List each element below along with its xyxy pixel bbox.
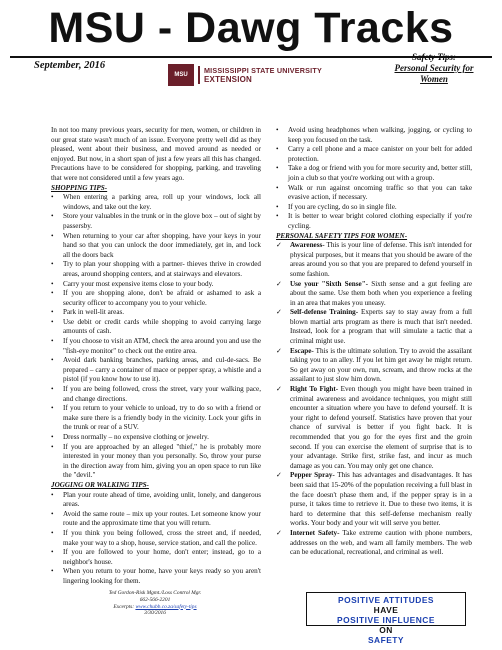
list-item: • When returning to your car after shopping, have your keys in your hand so that you can unlock the door immediately, get in, and lock all the doors back (51, 232, 261, 261)
list-item: • Avoid the same route – mix up your routes. Let someone know your route and the approximate time that you will return. (51, 510, 261, 529)
list-item: • Try to plan your shopping with a partner- thieves thrive in crowded areas, around shopping centers, and at stairways and elevators. (51, 260, 261, 279)
list-item: • When entering a parking area, roll up your windows, lock all windows, and take out the key. (51, 193, 261, 212)
jogging-tips-continued-list (276, 126, 472, 232)
msu-seal-icon: MSU (168, 64, 194, 86)
list-item: • Carry your most expensive items close to your body. (51, 280, 261, 290)
excerpts-line: Excerpts: www.chubb.co.za/safety-tips (113, 603, 197, 610)
jogging-tips-list (51, 491, 261, 587)
checklist-item: ✓ Use your "Sixth Sense"- Sixth sense and a gut feeling are about the same. Use them both when you experience a feeling in an area that makes you uneasy. (276, 280, 472, 309)
msu-extension-logo (168, 64, 343, 86)
checklist-item: ✓ Awareness- This is your line of defense. This isn't intended for physical purposes, but it means that you should be aware of the areas around you so that you are prepared to defend yourself in some fashion. (276, 241, 472, 279)
personal-safety-list (276, 241, 472, 558)
list-item: • Avoid dark banking branches, parking areas, and cul-de-sacs. Be prepared – carry a container of mace or pepper spray, a whistle and a pistol (if you know how to use it). (51, 356, 261, 385)
list-item: • Plan your route ahead of time, avoiding unlit, lonely, and dangerous areas. (51, 491, 261, 510)
author-phone: 662-566-2201 (139, 596, 171, 603)
author-footer (60, 590, 250, 617)
safety-tips-subtitle: Safety Tips: Personal Security for Women (394, 52, 474, 84)
shopping-tips-list (51, 193, 261, 481)
list-item: • Dress normally – no expensive clothing or jewelry. (51, 433, 261, 443)
logo-divider (198, 66, 200, 84)
list-item: • If you return to your vehicle to unload, try to do so with a friend or make sure there is a friendly body in the vicinity. Lock your gifts in the trunk or rear of a SUV. (51, 404, 261, 433)
list-item: • If you are approached by an alleged "thief," he is probably more interested in your money than you personally. So, throw your purse in the direction away from him, giving you an open space to run like the "devil." (51, 443, 261, 481)
safety-slogan-box: POSITIVE ATTITUDES HAVE POSITIVE INFLUENCE ON SAFETY (306, 592, 466, 626)
personal-safety-heading: PERSONAL SAFETY TIPS FOR WOMEN- (276, 231, 408, 240)
masthead (8, 2, 494, 108)
shopping-tips-heading: SHOPPING TIPS- (51, 183, 108, 192)
list-item: • Park in well-lit areas. (51, 308, 261, 318)
list-item: • When you return to your home, have your keys ready so you aren't lingering looking for them. (51, 567, 261, 586)
checklist-item: ✓ Escape- This is the ultimate solution. Try to avoid the assailant taking you to an alley. If you let him get away he might return. So get away on your own, run, scream, and throw rocks at the assailant to just slow him down. (276, 347, 472, 385)
checklist-item: ✓ Internet Safety- Take extreme caution with phone numbers, addresses on the web, and warn all family members. The web can be educational, recreational, and criminal as well. (276, 529, 472, 558)
list-item: • It is better to wear bright colored clothing especially if you're cycling. (276, 212, 472, 231)
list-item: • Take a dog or friend with you for more security and, better still, join a club so that you're working out with a group. (276, 164, 472, 183)
source-link[interactable]: www.chubb.co.za/safety-tips (135, 603, 197, 610)
checklist-item: ✓ Self-defense Training- Experts say to stay away from a full blown martial arts program as there is much that isn't needed. Instead, look for a program that will simulate a tactic that a criminal might use. (276, 308, 472, 346)
list-item: • If you are cycling, do so in single file. (276, 203, 472, 213)
checklist-item: ✓ Right To Fight- Even though you might have been trained in criminal awareness and avoidance techniques, you might still encounter a situation where you have to defend yourself. It is your right to defend yourself. Statistics have proven that your chance of survival is better if you fight back. It is recommended that you go for the eyes first and the groin second. If you can exercise the element of surprise that is to your advantage. Strike first, strike fast, and incur as much damage as you can. You may only get one chance. (276, 385, 472, 471)
list-item: • Carry a cell phone and a mace canister on your belt for added protection. (276, 145, 472, 164)
list-item: • If you are being followed, cross the street, vary your walking pace, and change directions. (51, 385, 261, 404)
list-item: • If you choose to visit an ATM, check the area around you and use the "fish-eye monitor" to check out the entire area. (51, 337, 261, 356)
jogging-tips-heading: JOGGING OR WALKING TIPS- (51, 480, 149, 489)
right-column (276, 126, 472, 558)
issue-date: September, 2016 (34, 60, 106, 71)
list-item: • Avoid using headphones when walking, jogging, or cycling to keep you focused on the task. (276, 126, 472, 145)
left-column (51, 126, 261, 587)
author-name: Ted Gordon-Risk Mgmt./Loss Control Mgr. (108, 590, 202, 596)
logo-text: MISSISSIPPI STATE UNIVERSITY EXTENSION (204, 66, 322, 84)
list-item: • Walk or run against oncoming traffic so that you can take evasive action, if necessary. (276, 184, 472, 203)
list-item: • If you think you being followed, cross the street and, if needed, make your way to a shop, house, service station, and call the police. (51, 529, 261, 548)
newsletter-title: MSU - Dawg Tracks (48, 4, 454, 52)
list-item: • Store your valuables in the trunk or in the glove box – out of sight by passersby. (51, 212, 261, 231)
list-item: • If you are followed to your home, don't enter; instead, go to a neighbor's house. (51, 548, 261, 567)
intro-paragraph: In not too many previous years, security for men, women, or children in our great state wasn't much of an issue. Everyone pretty well did as they pleased, went about their business, and moved around as needed or enjoyed. But now, in a short span of just a few years all this has changed. Precautions have to be considered for shopping, parking, and traveling that were not considered until a few years ago. (51, 126, 261, 182)
checklist-item: ✓ Pepper Spray- This has advantages and disadvantages. It has been said that 15-20% of the population receiving a full blast in the face doesn't phase them and, if the pepper spray is in a purse, it takes time to retrieve it. Due to these two items, it is hard to determine that this self-defense mechanism really works. Your body and your wit will serve you better. (276, 471, 472, 529)
list-item: • Use debit or credit cards while shopping to avoid carrying large amounts of cash. (51, 318, 261, 337)
footer-date: 3/30/2016 (144, 610, 166, 617)
list-item: • If you are shopping alone, don't be afraid or ashamed to ask a security officer to accompany you to your vehicle. (51, 289, 261, 308)
